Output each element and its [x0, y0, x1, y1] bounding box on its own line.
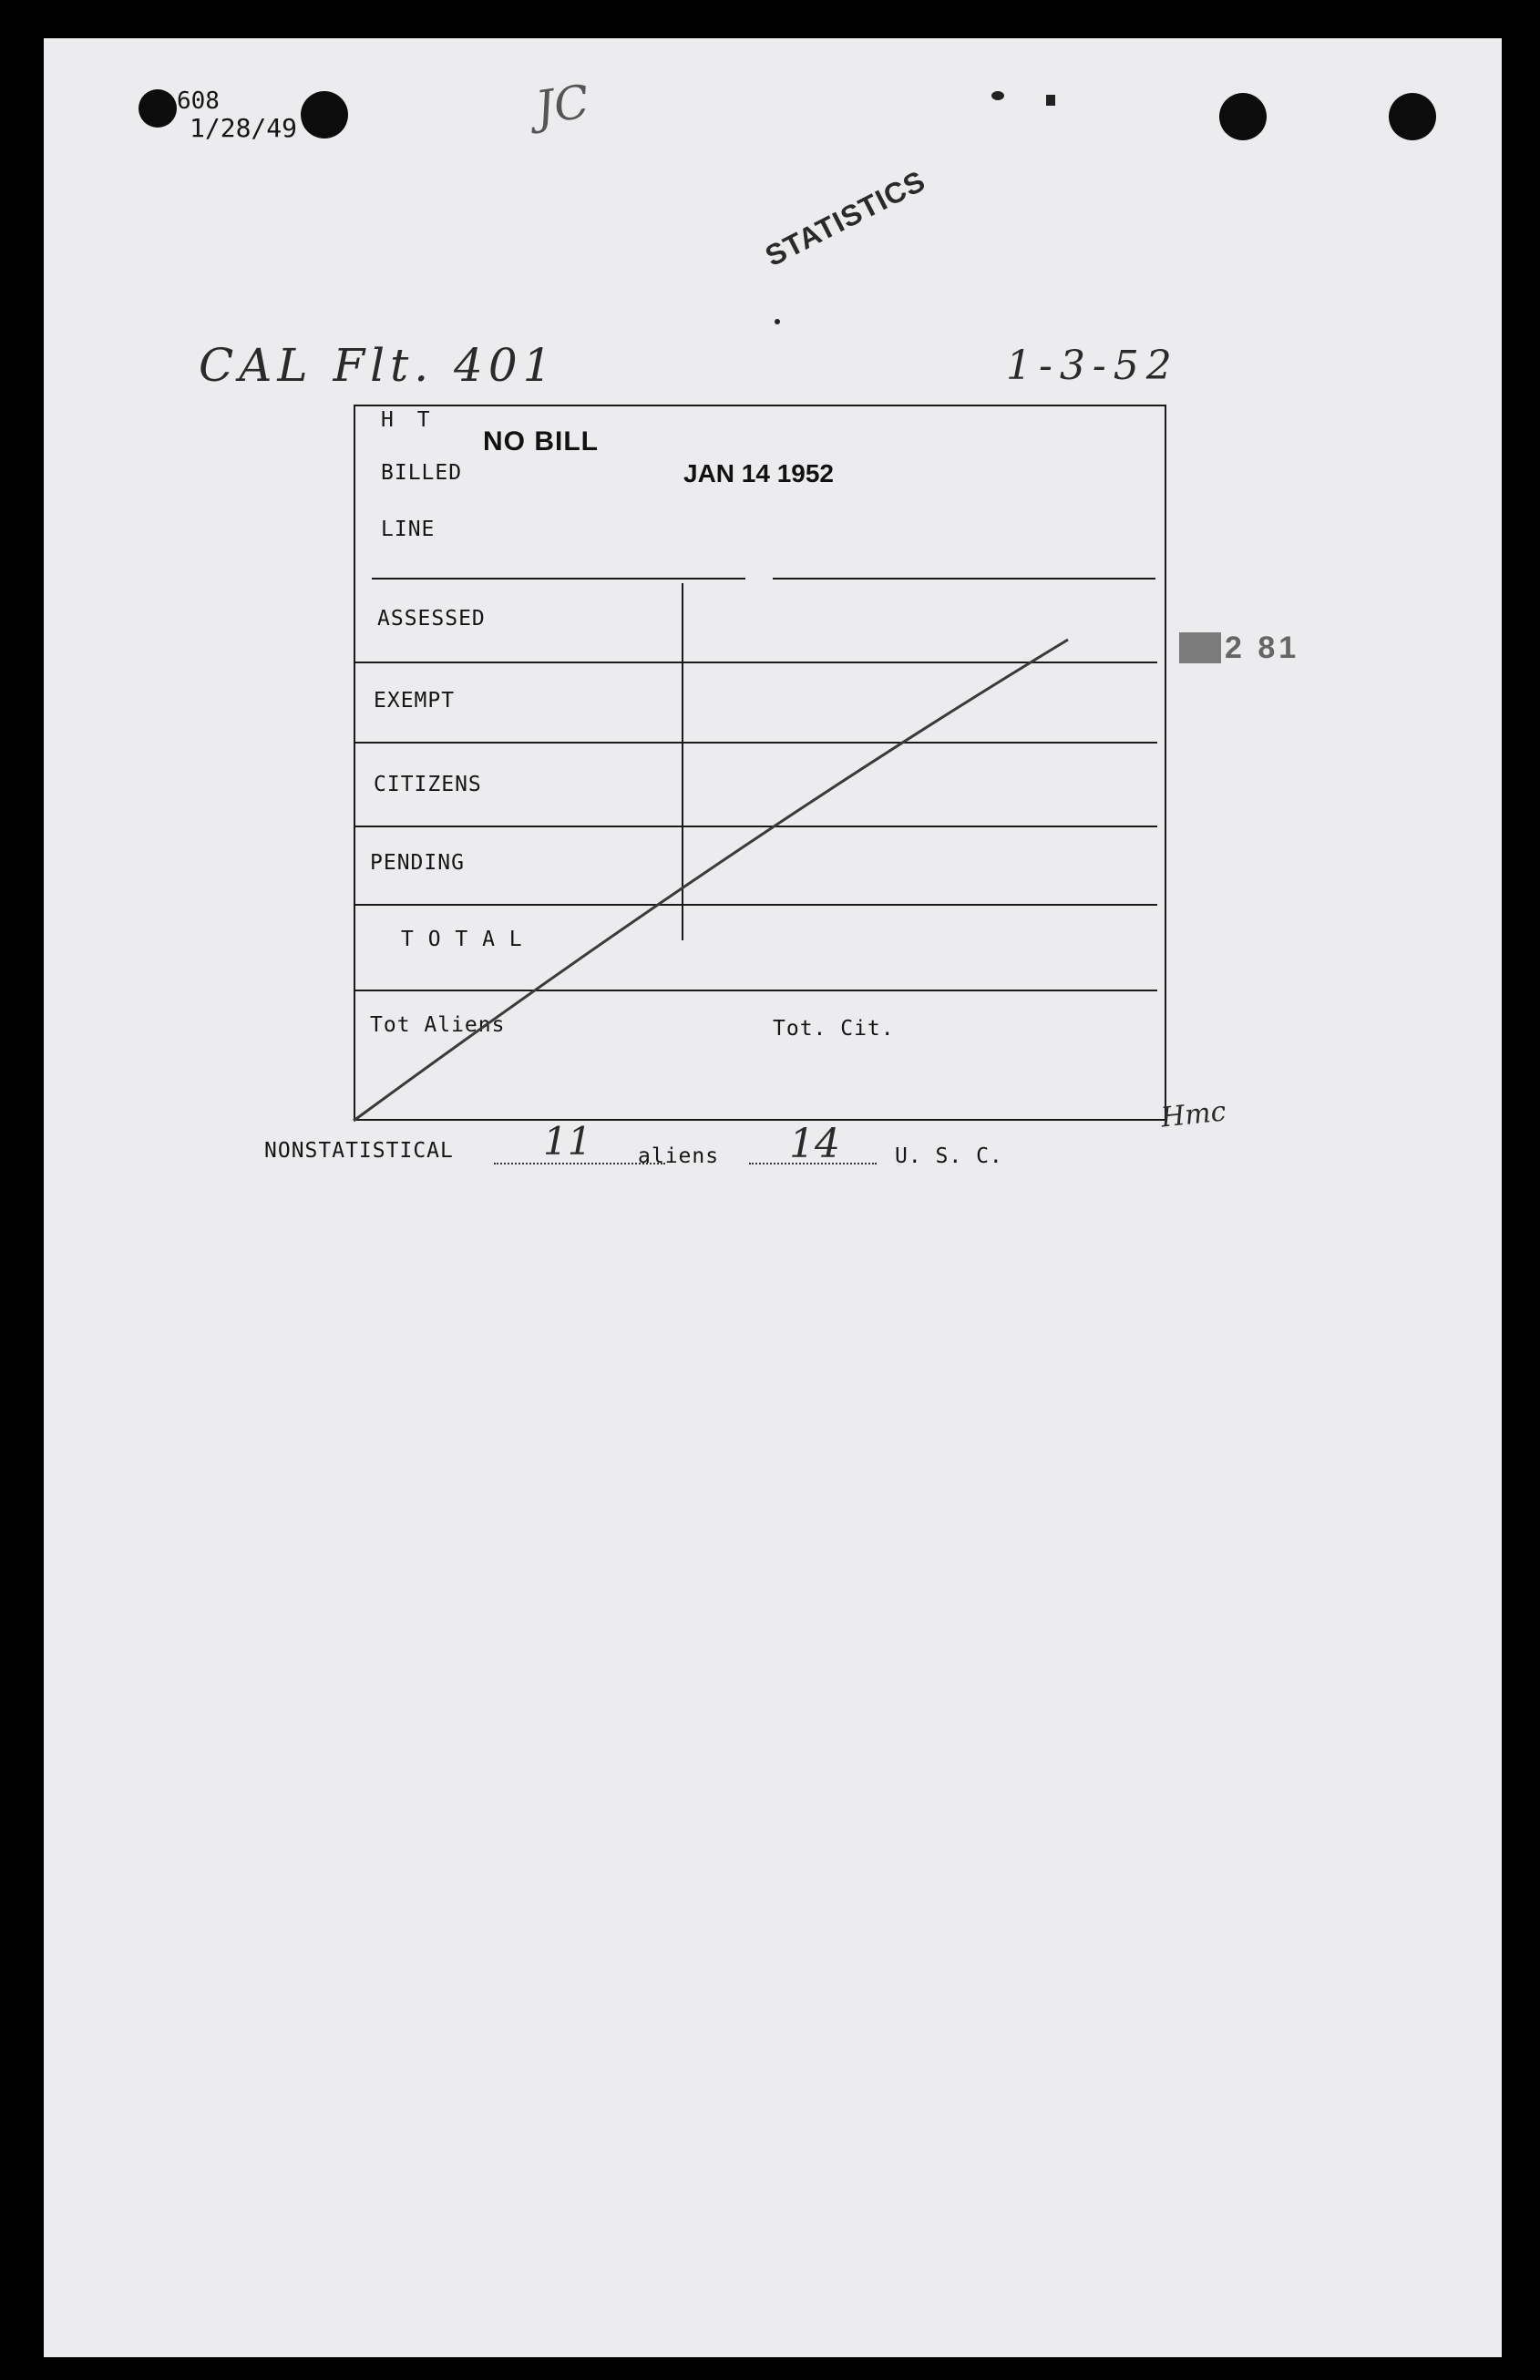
ht-label: H T — [381, 408, 436, 432]
form-number: 608 — [177, 87, 220, 115]
exempt-label: EXEMPT — [374, 689, 456, 713]
statistics-stamp: STATISTICS — [760, 163, 931, 273]
tot-aliens-label: Tot Aliens — [370, 1013, 506, 1037]
signature-initials: Hmc — [1159, 1095, 1228, 1134]
handwritten-initials: JC — [532, 75, 593, 135]
total-label: T O T A L — [401, 928, 523, 951]
nonstatistical-label: NONSTATISTICAL — [264, 1139, 454, 1163]
pending-label: PENDING — [370, 851, 465, 875]
handwritten-flight: CAL Flt. 401 — [199, 339, 558, 392]
side-stamp — [1179, 632, 1221, 663]
citizens-label: CITIZENS — [374, 773, 482, 796]
line-label: LINE — [381, 518, 436, 541]
billed-label: BILLED — [381, 461, 463, 485]
no-bill-stamp: NO BILL — [483, 426, 599, 457]
usc-label: U. S. C. — [895, 1144, 1003, 1168]
aliens-value: 11 — [543, 1119, 592, 1164]
handwritten-date: 1-3-52 — [1006, 343, 1179, 389]
tot-cit-label: Tot. Cit. — [773, 1017, 895, 1041]
assessed-label: ASSESSED — [377, 607, 486, 631]
aliens-label: aliens — [638, 1144, 720, 1168]
document-sheet — [44, 38, 1502, 2357]
date-stamp: JAN 14 1952 — [683, 459, 835, 487]
side-stamp-text: 2 81 — [1225, 631, 1300, 665]
form-date: 1/28/49 — [190, 113, 298, 143]
usc-value: 14 — [789, 1121, 840, 1167]
